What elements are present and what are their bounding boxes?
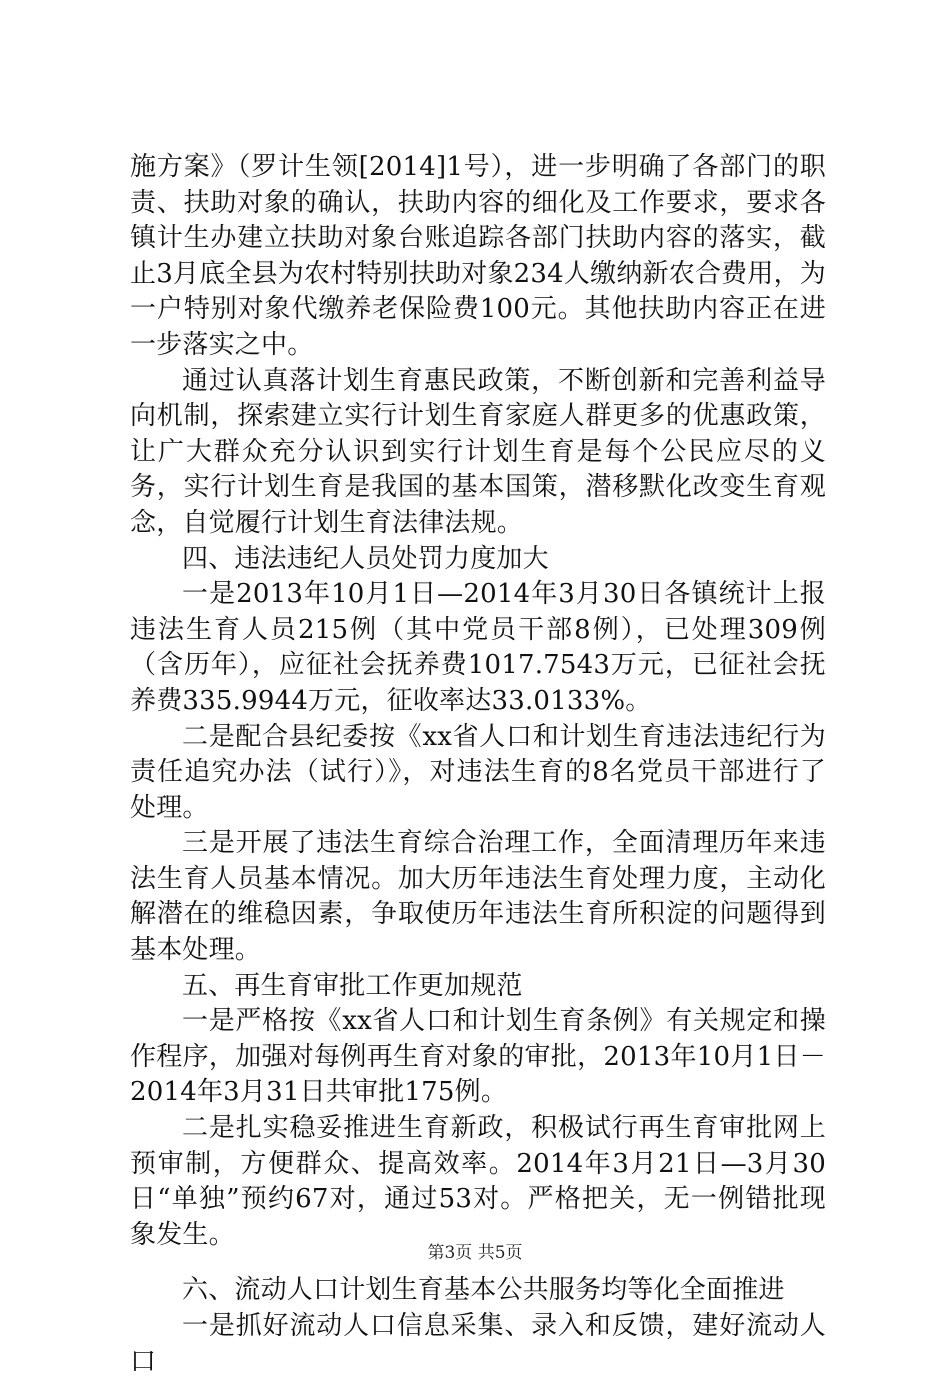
paragraph-5-1: 一是严格按《xx省人口和计划生育条例》有关规定和操作程序，加强对每例再生育对象的审批，2013年10月1日－2014年3月31日共审批175例。 — [130, 1006, 826, 1108]
paragraph-policy: 通过认真落计划生育惠民政策，不断创新和完善利益导向机制，探索建立实行计划生育家庭人群更多的优惠政策，让广大群众充分认识到实行计划生育是每个公民应尽的义务，实行计划生育是我国的基本国策，潜移默化改变生育观念，自觉履行计划生育法律法规。 — [130, 365, 826, 538]
section-heading-5: 五、再生育审批工作更加规范 — [182, 970, 523, 1001]
section-heading-6: 六、流动人口计划生育基本公共服务均等化全面推进 — [182, 1275, 785, 1306]
paragraph-4-1: 一是2013年10月1日—2014年3月30日各镇统计上报违法生育人员215例（其中党员干部8例），已处理309例（含历年），应征社会抚养费1017.7543万元，已征社会抚养费335.9944万元，征收率达33.0133%。 — [130, 579, 826, 716]
paragraph-4-3: 三是开展了违法生育综合治理工作，全面清理历年来违法生育人员基本情况。加大历年违法生育处理力度，主动化解潜在的维稳因素，争取使历年违法生育所积淀的问题得到基本处理。 — [130, 828, 826, 966]
document-page — [130, 150, 826, 1380]
page-footer: 第3页 共5页 — [427, 1243, 523, 1263]
paragraph-6-1: 一是抓好流动人口信息采集、录入和反馈，建好流动人口 — [130, 1311, 826, 1377]
section-heading-4: 四、违法违纪人员处罚力度加大 — [182, 543, 549, 574]
paragraph-continuation: 施方案》（罗计生领[2014]1号），进一步明确了各部门的职责、扶助对象的确认，扶助内容的细化及工作要求，要求各镇计生办建立扶助对象台账追踪各部门扶助内容的落实，截止3月底全县为农村特别扶助对象234人缴纳新农合费用，为一户特别对象代缴养老保险费100元。其他扶助内容正在进一步落实之中。 — [130, 152, 826, 360]
paragraph-4-2: 二是配合县纪委按《xx省人口和计划生育违法违纪行为责任追究办法（试行）》，对违法生育的8名党员干部进行了处理。 — [130, 721, 826, 823]
paragraph-5-2: 二是扎实稳妥推进生育新政，积极试行再生育审批网上预审制，方便群众、提高效率。2014年3月21日—3月30日“单独”预约67对，通过53对。严格把关，无一例错批现象发生。 — [130, 1113, 826, 1250]
